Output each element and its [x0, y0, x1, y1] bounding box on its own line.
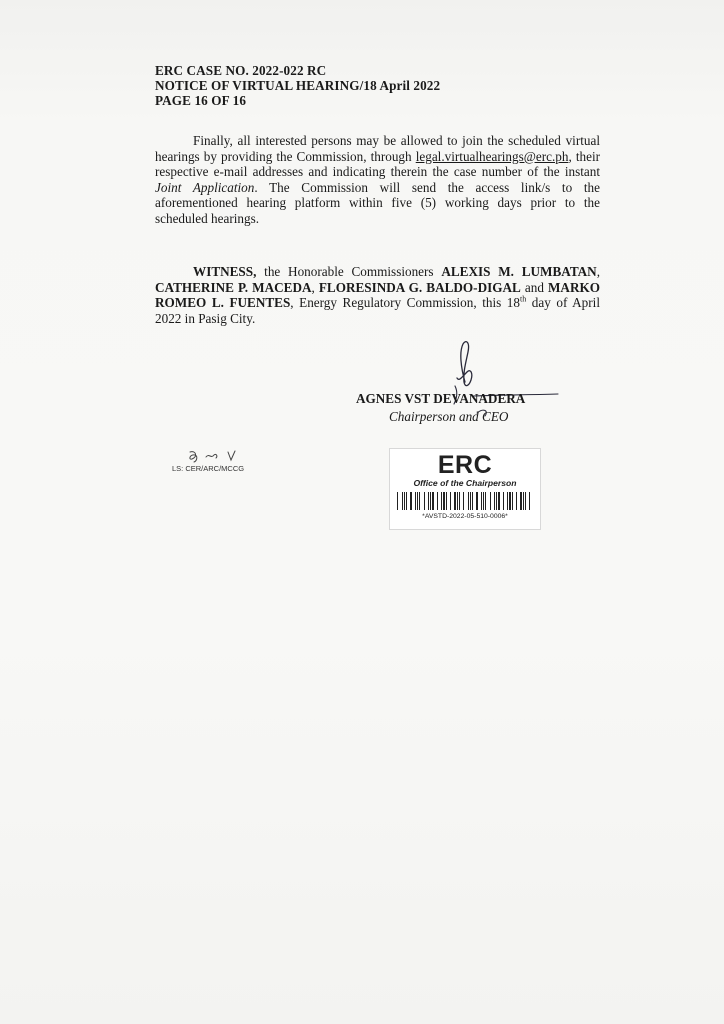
- commissioner-name: MARKO ROMEO L. FUENTES: [155, 279, 600, 311]
- barcode-bar: [472, 492, 473, 510]
- barcode-bar: [441, 492, 442, 510]
- receipt-stamp: [389, 448, 541, 530]
- barcode-bar: [525, 492, 526, 510]
- barcode-bar: [424, 492, 425, 510]
- barcode-bar: [498, 492, 500, 510]
- page-number: PAGE 16 OF 16: [155, 93, 247, 108]
- case-number: ERC CASE NO. 2022-022 RC: [155, 63, 327, 78]
- barcode-bar: [503, 492, 504, 510]
- signature-block: [353, 338, 593, 438]
- barcode-bar: [520, 492, 522, 510]
- barcode-bar: [457, 492, 458, 510]
- document-header: [155, 63, 440, 108]
- barcode-bar: [509, 492, 511, 510]
- barcode-bar: [415, 492, 416, 510]
- barcode-bar: [410, 492, 412, 510]
- ordinal-suffix: th: [519, 294, 527, 304]
- commissioner-name: ALEXIS M. LUMBATAN: [441, 264, 597, 279]
- barcode-bar: [494, 492, 495, 510]
- stamp-office: Office of the Chairperson: [413, 478, 517, 488]
- barcode-bar: [516, 492, 517, 510]
- handwritten-initials: [186, 449, 246, 463]
- commissioner-name: FLORESINDA G. BALDO-DIGAL: [318, 279, 521, 295]
- witness-label: WITNESS,: [193, 264, 257, 279]
- barcode-bar: [450, 492, 451, 510]
- barcode-bar: [483, 492, 484, 510]
- barcode-bar: [485, 492, 486, 510]
- barcode-bar: [463, 492, 464, 510]
- barcode-bar: [512, 492, 513, 510]
- barcode-bar: [397, 492, 398, 510]
- barcode-bar: [430, 492, 431, 510]
- erc-logo: ERC: [437, 451, 493, 479]
- paragraph-witness: WITNESS, the Honorable Commissioners ALEXIS M. LUMBATAN, CATHERINE P. MACEDA, FLORESINDA G. BALDO-DIGAL and MARKO ROMEO L. FUENTES, Energy Regulatory Commission, this 18th day of April 2022 in Pasig City.: [155, 264, 600, 326]
- barcode-bar: [459, 492, 460, 510]
- barcode-bar: [437, 492, 438, 510]
- barcode-bar: [428, 492, 429, 510]
- barcode-bar: [523, 492, 524, 510]
- barcode-code: *AVSTD-2022-05-510-0006*: [422, 513, 508, 520]
- barcode-bar: [432, 492, 434, 510]
- barcode-bar: [529, 492, 530, 510]
- barcode-bar: [468, 492, 469, 510]
- barcode-bar: [446, 492, 447, 510]
- barcode-bar: [417, 492, 418, 510]
- barcode-bar: [454, 492, 456, 510]
- barcode-bar: [507, 492, 508, 510]
- initials-block: [172, 449, 246, 473]
- barcode-bar: [443, 492, 445, 510]
- barcode-bar: [402, 492, 403, 510]
- barcode-bar: [406, 492, 407, 510]
- barcode-bar: [470, 492, 471, 510]
- joint-application-term: Joint Application: [155, 179, 255, 195]
- signatory-title: Chairperson and CEO: [389, 409, 509, 424]
- commissioner-name: CATHERINE P. MACEDA: [155, 279, 312, 295]
- email-link[interactable]: legal.virtualhearings@erc.ph: [415, 148, 569, 164]
- barcode-bar: [481, 492, 482, 510]
- barcode-bar: [476, 492, 478, 510]
- paragraph-virtual-hearing: Finally, all interested persons may be allowed to join the scheduled virtual hearings by providing the Commission, through legal.virtualhearings@erc.ph, their respective e-mail addresses and indicating therein the case number of the instant Joint Application. The Commission will send the access link/s to the aforementioned hearing platform within five (5) working days prior to the scheduled hearings.: [155, 133, 601, 226]
- signatory-name: AGNES VST DEVANADERA: [356, 391, 526, 406]
- notice-title: NOTICE OF VIRTUAL HEARING/18 April 2022: [155, 78, 441, 93]
- initials-text: LS: CER/ARC/MCCG: [172, 464, 245, 473]
- barcode: [396, 492, 534, 510]
- barcode-bar: [419, 492, 420, 510]
- barcode-bar: [490, 492, 491, 510]
- barcode-bar: [404, 492, 405, 510]
- barcode-bar: [496, 492, 497, 510]
